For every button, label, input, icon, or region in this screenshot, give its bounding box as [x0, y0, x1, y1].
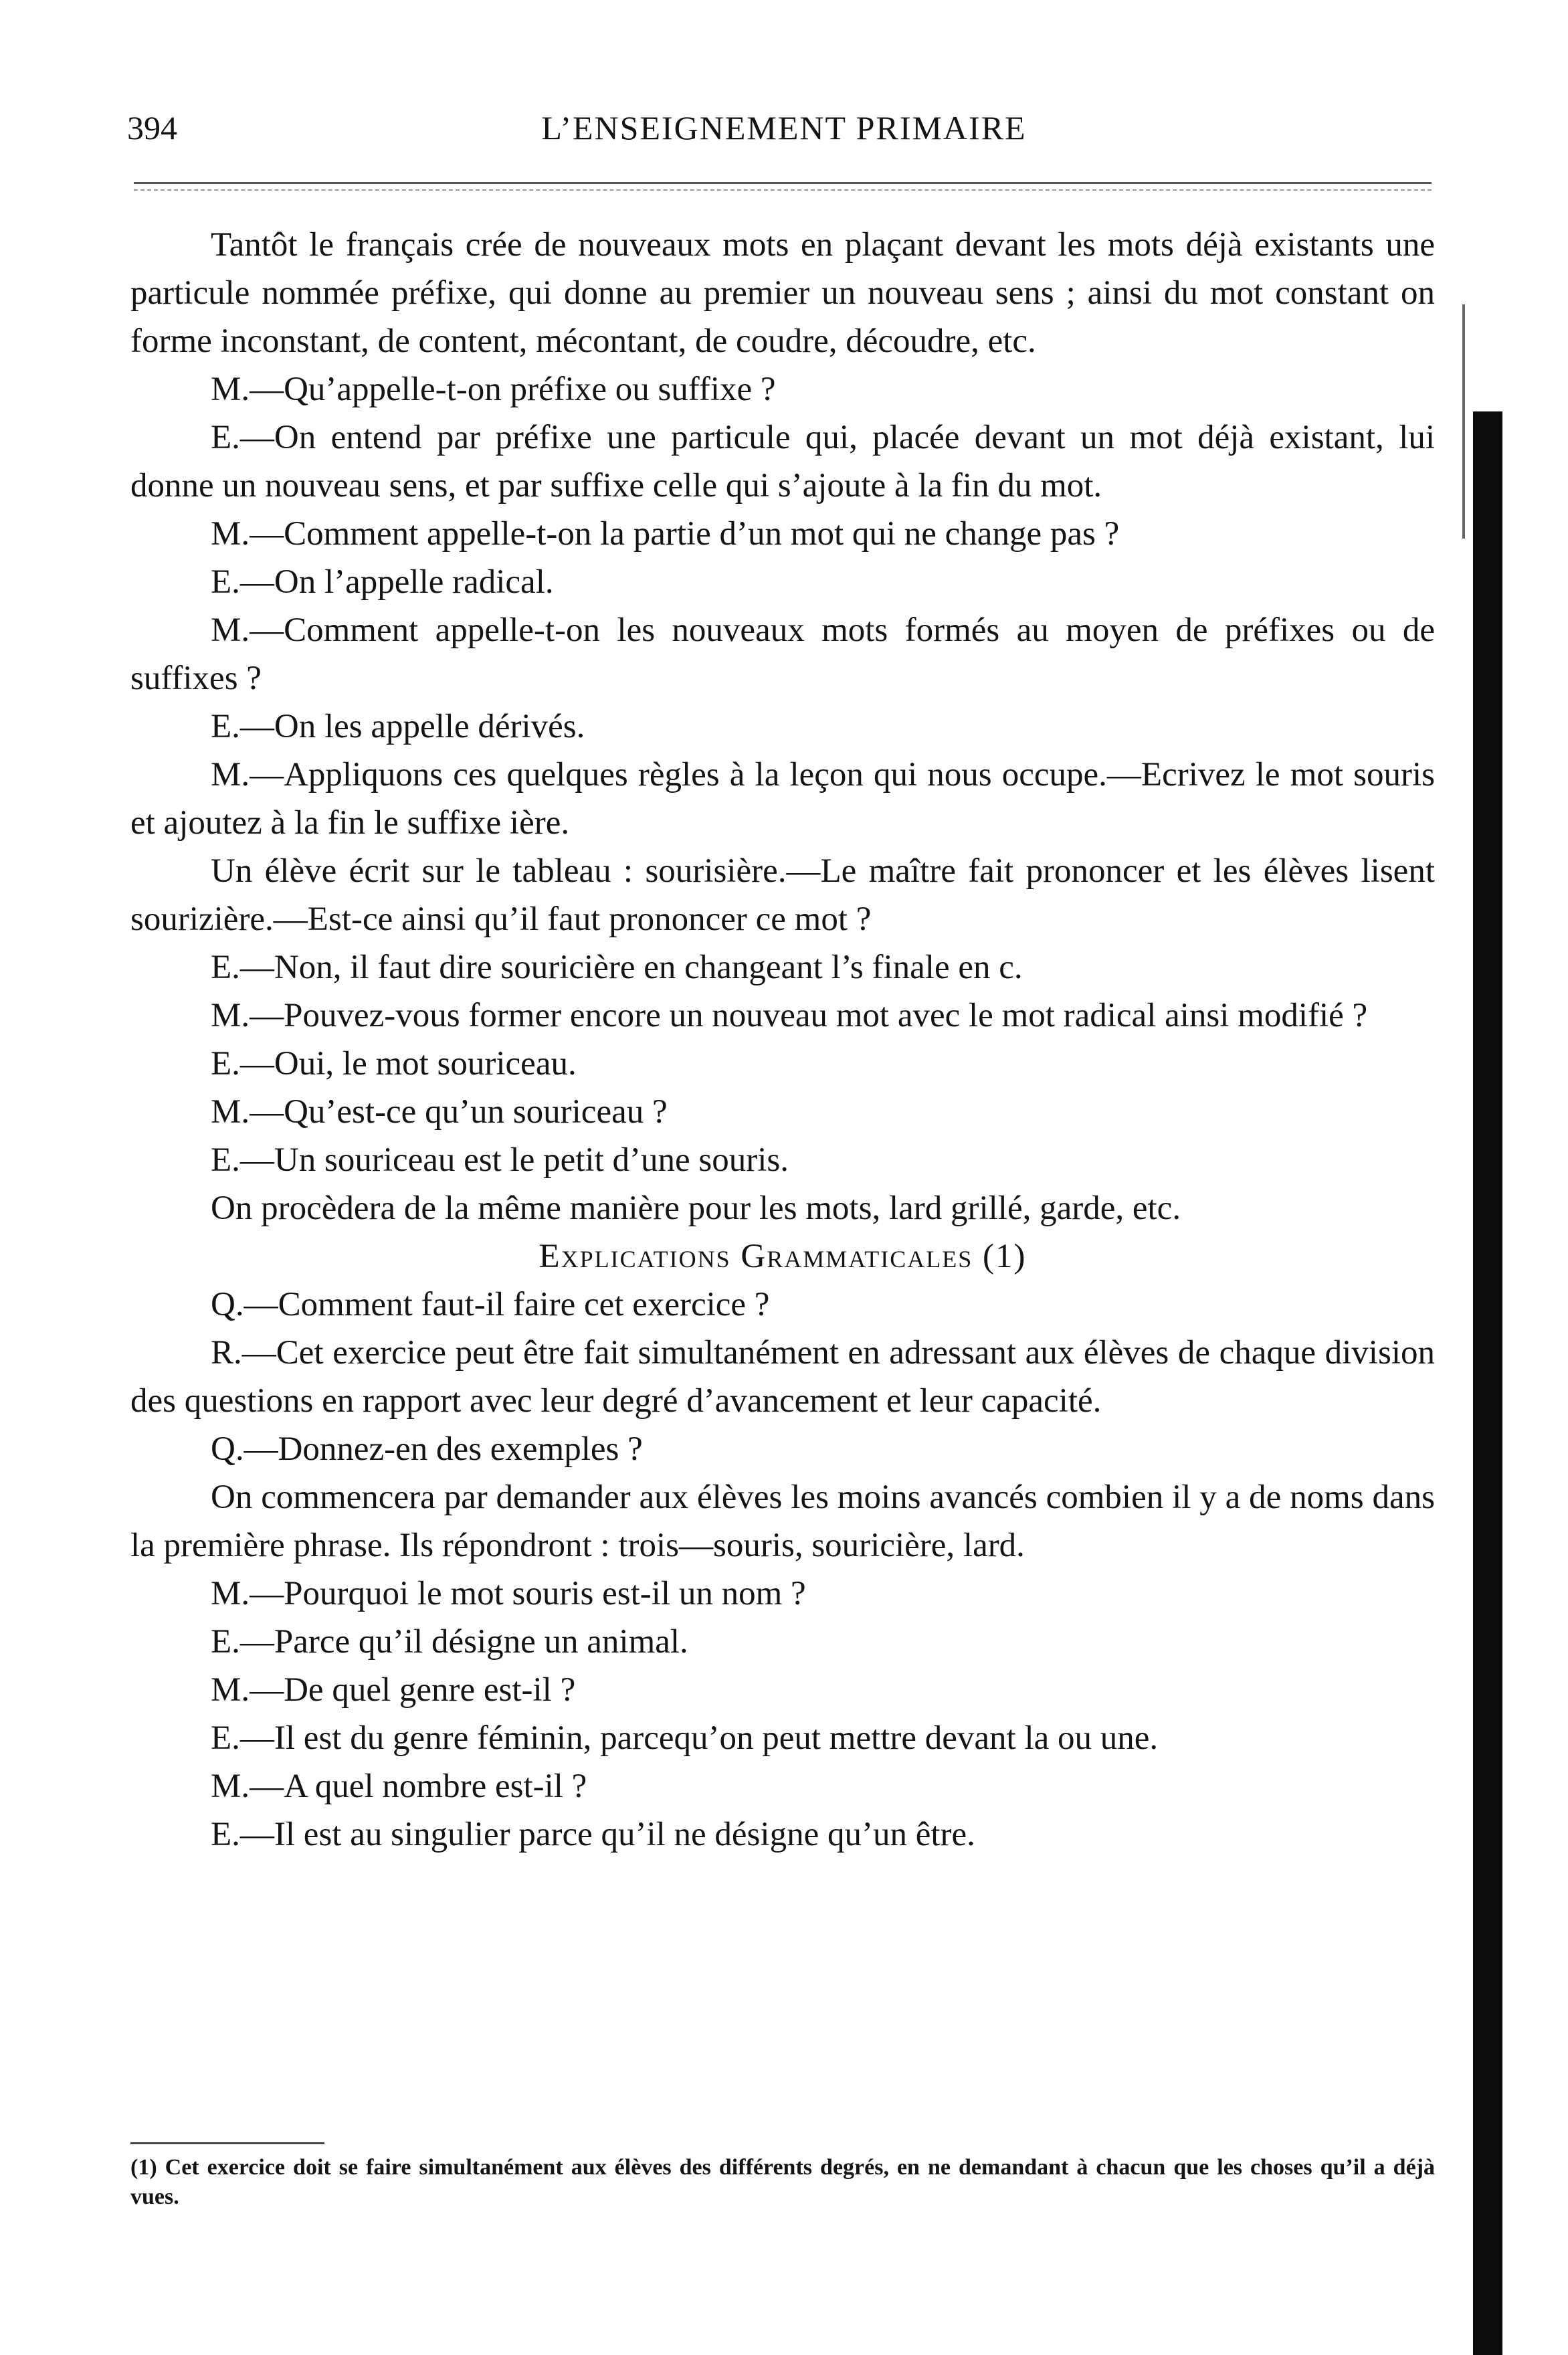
paragraph: On procèdera de la même manière pour les mots, lard grillé, garde, etc. — [211, 1190, 1181, 1227]
paragraph: Q.—Comment faut-il faire cet exercice ? — [211, 1286, 770, 1323]
running-title: L’ENSEIGNEMENT PRIMAIRE — [541, 109, 1027, 147]
paragraph: E.—On l’appelle radical. — [211, 563, 554, 601]
paragraph: M.—Pourquoi le mot souris est-il un nom ? — [211, 1575, 806, 1612]
paragraph: Tantôt le français crée de nouveaux mots en plaçant devant les mots déjà existants une particule nommée préfixe, qui donne au premier un nouveau sens ; ainsi du mot constant on forme inconstant, de content, mécontant, de coudre, découdre, etc. — [130, 226, 1435, 360]
page-body — [130, 221, 1435, 1859]
paragraph: E.—Il est au singulier parce qu’il ne désigne qu’un être. — [211, 1816, 975, 1853]
page-number: 394 — [127, 109, 177, 147]
scan-edge-rule — [1462, 304, 1465, 539]
paragraph: M.—Qu’est-ce qu’un souriceau ? — [211, 1093, 668, 1131]
paragraph: E.—On entend par préfixe une particule qui, placée devant un mot déjà existant, lui donne un nouveau sens, et par suffixe celle qui s’ajoute à la fin du mot. — [130, 419, 1435, 504]
paragraph: M.—De quel genre est-il ? — [211, 1671, 576, 1709]
paragraph: M.—Pouvez-vous former encore un nouveau mot avec le mot radical ainsi modifié ? — [211, 997, 1368, 1034]
paragraph: E.—On les appelle dérivés. — [211, 708, 585, 745]
header-rule — [134, 182, 1432, 184]
paragraph: E.—Il est du genre féminin, parcequ’on peut mettre devant la ou une. — [211, 1719, 1159, 1757]
paragraph: E.—Oui, le mot souriceau. — [211, 1045, 577, 1082]
scan-binding-bar — [1473, 411, 1502, 2355]
paragraph: M.—A quel nombre est-il ? — [211, 1768, 587, 1805]
paragraph: Un élève écrit sur le tableau : sourisière.—Le maître fait prononcer et les élèves lisent sourizière.—Est-ce ainsi qu’il faut prononcer ce mot ? — [130, 852, 1435, 938]
header-rule-secondary — [134, 189, 1432, 191]
paragraph: E.—Non, il faut dire souricière en changeant l’s finale en c. — [211, 949, 1023, 986]
footnote-rule — [130, 2142, 324, 2144]
paragraph: M.—Comment appelle-t-on la partie d’un mot qui ne change pas ? — [211, 515, 1120, 553]
paragraph: E.—Un souriceau est le petit d’une souris. — [211, 1141, 789, 1179]
paragraph: Q.—Donnez-en des exemples ? — [211, 1430, 643, 1468]
paragraph: On commencera par demander aux élèves les moins avancés combien il y a de noms dans la première phrase. Ils répondront : trois—souris, souricière, lard. — [130, 1479, 1435, 1564]
footnote: (1) Cet exercice doit se faire simultanément aux élèves des différents degrés, en ne demandant à chacun que les choses qu’il a déjà vues. — [130, 2155, 1435, 2209]
paragraph: M.—Appliquons ces quelques règles à la leçon qui nous occupe.—Ecrivez le mot souris et ajoutez à la fin le suffixe ière. — [130, 756, 1435, 842]
paragraph: R.—Cet exercice peut être fait simultanément en adressant aux élèves de chaque division des questions en rapport avec leur degré d’avancement et leur capacité. — [130, 1334, 1435, 1420]
paragraph: M.—Comment appelle-t-on les nouveaux mots formés au moyen de préfixes ou de suffixes ? — [130, 611, 1435, 697]
paragraph: M.—Qu’appelle-t-on préfixe ou suffixe ? — [211, 371, 776, 408]
section-heading: Explications Grammaticales (1) — [538, 1238, 1027, 1275]
paragraph: E.—Parce qu’il désigne un animal. — [211, 1623, 688, 1661]
